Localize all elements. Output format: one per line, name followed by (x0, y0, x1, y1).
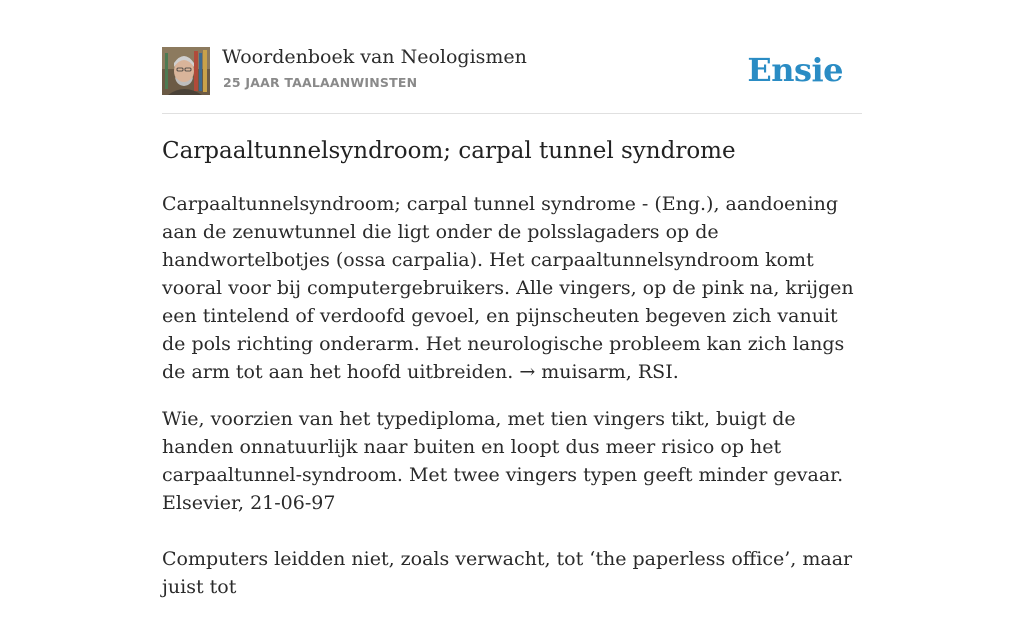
avatar-photo-icon (162, 47, 210, 95)
entry-quote: Wie, voorzien van het typediploma, met tien vingers tikt, buigt de handen onnatuurlijk naar buiten en loopt dus meer risico op het carpaaltunnel-syndroom. Met twee vingers typen geeft minder gevaar. Elsevier, 21-06-97 (162, 408, 844, 514)
ensie-logo[interactable]: Ensie (747, 51, 843, 89)
site-subtitle: 25 JAAR TAALAANWINSTEN (223, 75, 418, 90)
author-avatar[interactable] (162, 47, 210, 95)
entry-quote: Computers leidden niet, zoals verwacht, tot ‘the paperless office’, maar juist tot (162, 548, 853, 598)
page (162, 0, 862, 598)
site-header (162, 0, 862, 114)
site-title[interactable]: Woordenboek van Neologismen (222, 46, 527, 68)
entry-title: Carpaaltunnelsyndroom; carpal tunnel syndrome (162, 138, 736, 164)
entry-definition: Carpaaltunnelsyndroom; carpal tunnel syndrome - (Eng.), aandoening aan de zenuwtunnel die ligt onder de polsslagaders op de handwortelbotjes (ossa carpalia). Het carpaaltunnelsyndroom komt vooral voor bij computergebruikers. Alle vingers, op de pink na, krijgen een tintelend of verdoofd gevoel, en pijnscheuten begeven zich vanuit de pols richting onderarm. Het neurologische probleem kan zich langs de arm tot aan het hoofd uitbreiden. → muisarm, RSI. (162, 193, 854, 383)
entry-body (162, 190, 862, 620)
